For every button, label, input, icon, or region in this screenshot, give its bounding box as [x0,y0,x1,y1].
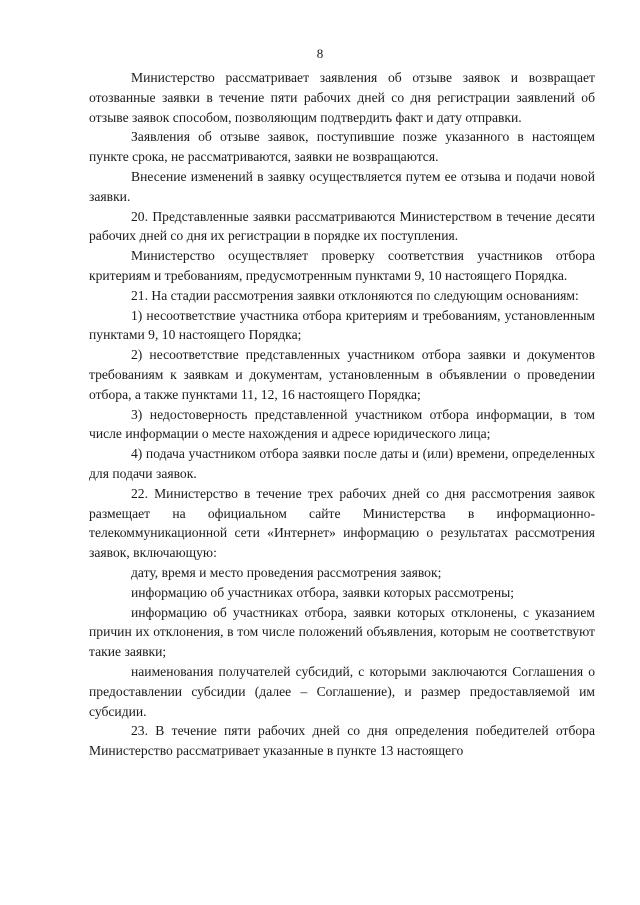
page-number: 8 [316,46,324,61]
paragraph: 2) несоответствие представленных участником отбора заявки и документов требованиям к заявкам и документам, установленным в объявлении о проведении отбора, а также пунктами 11, 12, 16 настоящего Порядка; [89,347,595,402]
paragraph: информацию об участниках отбора, заявки которых отклонены, с указанием причин их отклонения, в том числе положений объявления, которым не соответствуют такие заявки; [89,604,595,660]
paragraph: Министерство осуществляет проверку соответствия участников отбора критериям и требованиям, предусмотренным пунктами 9, 10 настоящего Порядка. [89,248,595,283]
paragraph: 21. На стадии рассмотрения заявки отклоняются по следующим основаниям: [131,287,579,303]
paragraph: 1) несоответствие участника отбора критериям и требованиям, установленным пунктами 9, 10 настоящего Порядка; [89,307,595,343]
paragraph: наименования получателей субсидий, с которыми заключаются Соглашения о предоставлении субсидии (далее – Соглашение), и размер предоставляемой им субсидии. [89,663,595,719]
paragraph: 3) недостоверность представленной участником отбора информации, в том числе информации о месте нахождения и адресе юридического лица; [89,406,595,442]
paragraph: 23. В течение пяти рабочих дней со дня определения победителей отбора Министерство рассматривает указанные в пункте 13 настоящего [89,723,595,759]
paragraph: 20. Представленные заявки рассматриваются Министерством в течение десяти рабочих дней со дня их регистрации в порядке их поступления. [89,208,595,244]
paragraph: Внесение изменений в заявку осуществляется путем ее отзыва и подачи новой заявки. [89,168,595,204]
paragraph: информацию об участниках отбора, заявки которых рассмотрены; [131,584,515,600]
paragraph: дату, время и место проведения рассмотрения заявок; [131,564,442,580]
paragraph: 22. Министерство в течение трех рабочих дней со дня рассмотрения заявок размещает на официальном сайте Министерства в информационно-телекоммуникационной сети «Интернет» информацию о результатах рассмотрения заявок, включающую: [89,485,595,561]
paragraph: 4) подача участником отбора заявки после даты и (или) времени, определенных для подачи заявок. [89,446,595,481]
paragraph: Министерство рассматривает заявления об отзыве заявок и возвращает отозванные заявки в течение пяти рабочих дней со дня регистрации заявлений об отзыве заявок способом, позволяющим подтвердить факт и дату отправки. [89,70,595,125]
paragraph: Заявления об отзыве заявок, поступившие позже указанного в настоящем пункте срока, не рассматриваются, заявки не возвращаются. [89,129,595,165]
document-body [89,68,595,761]
